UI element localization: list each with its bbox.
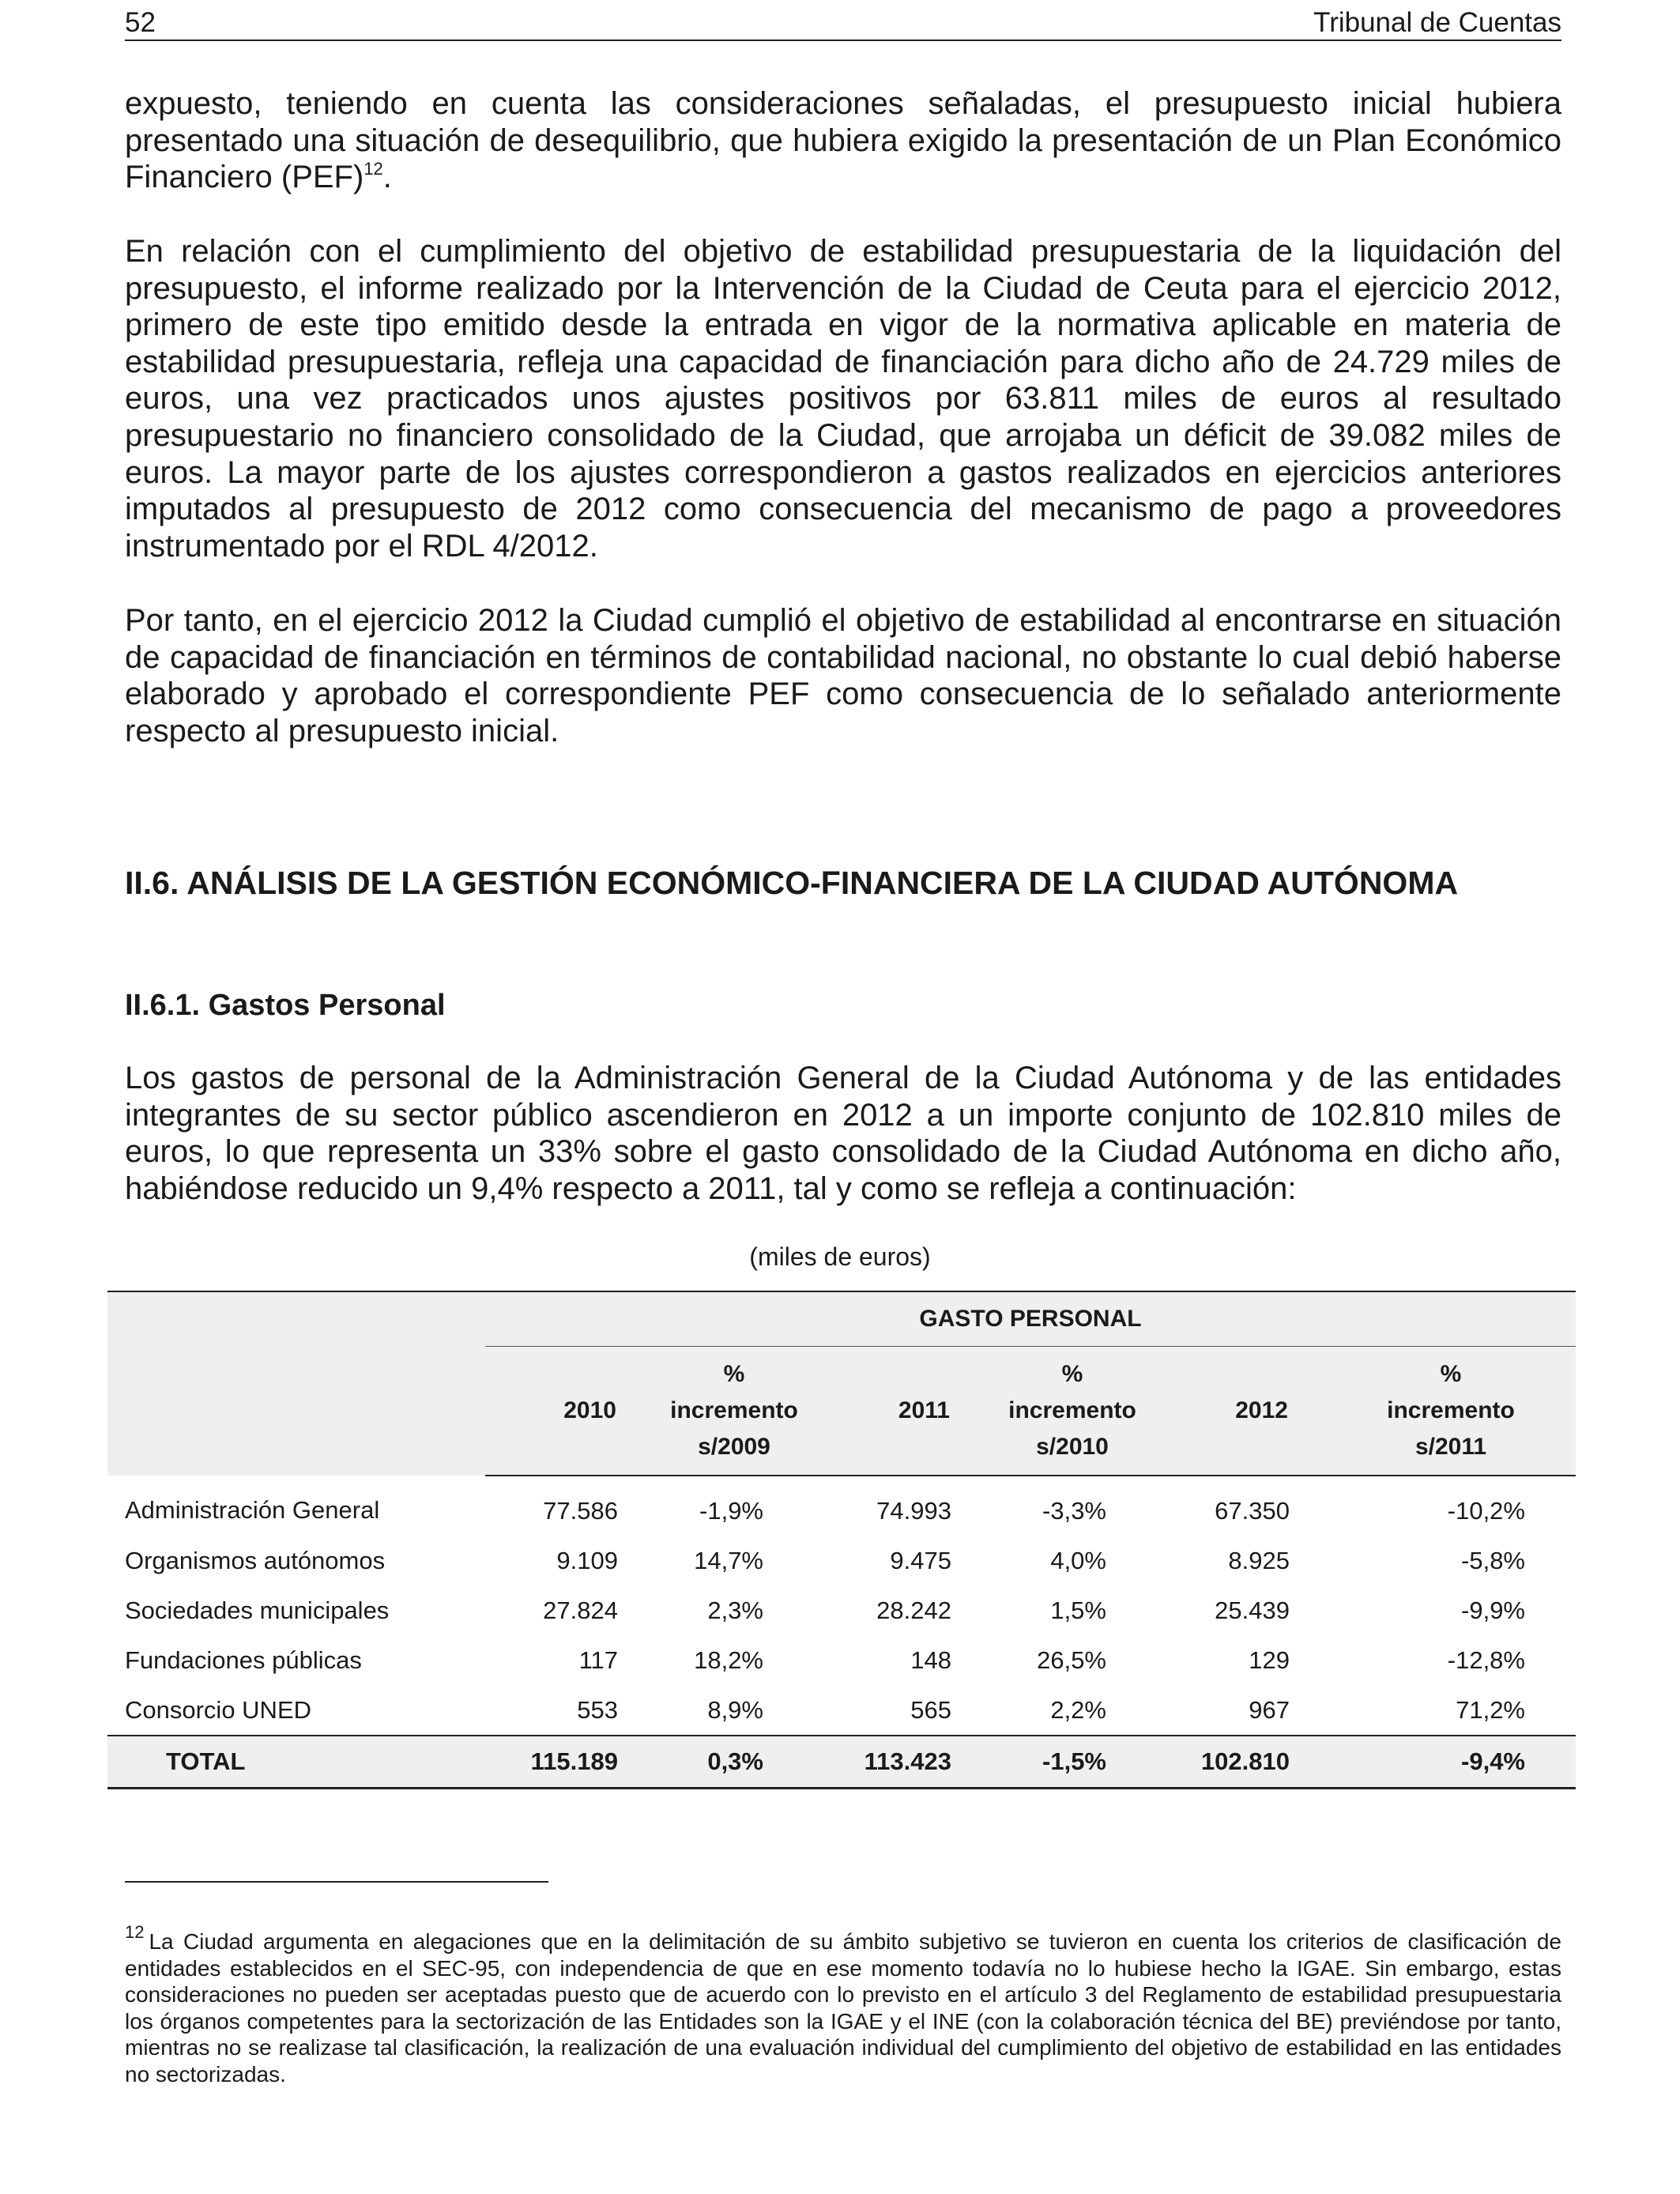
amount-cell: 74.993 bbox=[876, 1496, 951, 1525]
column-header bbox=[485, 1347, 654, 1476]
percent-cell: 2,2% bbox=[1050, 1695, 1106, 1724]
column-header bbox=[1157, 1347, 1326, 1476]
paragraph-stability: En relación con el cumplimiento del objetivo de estabilidad presupuestaria de la liquidación del presupuesto, el informe realizado por la Intervención de la Ciudad de Ceuta para el ejercicio 2012, primero de este tipo emitido desde la entrada en vigor de la normativa aplicable en materia de estabilidad presupuestaria, refleja una capacidad de financiación para dicho año de 24.729 miles de euros, una vez practicados unos ajustes positivos por 63.811 miles de euros al resultado presupuestario no financiero consolidado de la Ciudad, que arrojaba un déficit de 39.082 miles de euros. La mayor parte de los ajustes correspondieron a gastos realizados en ejercicios anteriores imputados al presupuesto de 2012 como consecuencia del mecanismo de pago a proveedores instrumentado por el RDL 4/2012. bbox=[125, 234, 1561, 564]
amount-cell: 553 bbox=[577, 1695, 618, 1724]
row-label: Sociedades municipales bbox=[125, 1596, 390, 1624]
footnote-number: 12 bbox=[125, 1922, 145, 1942]
row-label: Consorcio UNED bbox=[125, 1695, 312, 1724]
amount-cell: 67.350 bbox=[1215, 1496, 1290, 1525]
percent-cell: 26,5% bbox=[1037, 1646, 1106, 1674]
column-header-line: s/2010 bbox=[1036, 1434, 1109, 1460]
amount-cell: 565 bbox=[910, 1695, 951, 1724]
total-percent-cell: -1,5% bbox=[988, 1736, 1157, 1789]
paragraph-pef-end: . bbox=[382, 160, 392, 195]
amount-cell: 77.586 bbox=[543, 1496, 618, 1525]
amount-cell: 27.824 bbox=[543, 1596, 618, 1624]
amount-cell: 25.439 bbox=[1215, 1596, 1290, 1624]
table-super-header-row bbox=[107, 1291, 1576, 1347]
table-row bbox=[107, 1685, 1576, 1736]
page-header bbox=[125, 6, 1561, 41]
percent-cell: -9,9% bbox=[1461, 1596, 1525, 1624]
footnote-ref[interactable]: 12 bbox=[363, 159, 383, 179]
page-number: 52 bbox=[125, 7, 156, 38]
total-amount-cell: 115.189 bbox=[485, 1736, 654, 1789]
table-row bbox=[107, 1476, 1576, 1536]
column-header-line: 2012 bbox=[1235, 1397, 1288, 1423]
table-body bbox=[107, 1476, 1576, 1736]
table-row bbox=[107, 1585, 1576, 1635]
percent-cell: -5,8% bbox=[1461, 1546, 1525, 1574]
percent-cell: -1,9% bbox=[699, 1496, 763, 1525]
column-header-line: % bbox=[1061, 1361, 1083, 1387]
footnote bbox=[125, 1922, 1561, 2088]
footnote-text: La Ciudad argumenta en alegaciones que en la delimitación de su ámbito subjetivo se tuvieron en cuenta los criterios de clasificación de entidades establecidos en el SEC-95, con independencia de que en ese momento todavía no lo hubiese hecho la IGAE. Sin embargo, estas consideraciones no pueden ser aceptadas puesto que de acuerdo con lo previsto en el artículo 3 del Reglamento de estabilidad presupuestaria los órganos competentes para la sectorización de las Entidades son la IGAE y el INE (con la colaboración técnica del BE) previéndose por tanto, mientras no se realizase tal clasificación, la realización de una evaluación individual del cumplimiento del objetivo de estabilidad en las entidades no sectorizadas. bbox=[125, 1929, 1561, 2087]
column-header bbox=[814, 1347, 988, 1476]
table-caption: (miles de euros) bbox=[749, 1242, 931, 1271]
column-header-line: incremento bbox=[1008, 1397, 1136, 1423]
column-header-line: s/2011 bbox=[1414, 1434, 1487, 1460]
amount-cell: 9.475 bbox=[890, 1546, 951, 1574]
column-header-line: % bbox=[1440, 1361, 1462, 1387]
column-header-line: 2011 bbox=[898, 1397, 950, 1423]
amount-cell: 148 bbox=[910, 1646, 951, 1674]
percent-cell: -12,8% bbox=[1447, 1646, 1525, 1674]
publication-name: Tribunal de Cuentas bbox=[1313, 7, 1561, 38]
amount-cell: 117 bbox=[578, 1646, 618, 1674]
percent-cell: -3,3% bbox=[1042, 1496, 1106, 1525]
paragraph-pef-text: expuesto, teniendo en cuenta las consideraciones señaladas, el presupuesto inicial hubiera presentado una situación de desequilibrio, que hubiera exigido la presentación de un Plan Económico Financiero (PEF) bbox=[125, 86, 1561, 195]
column-header bbox=[654, 1347, 814, 1476]
amount-cell: 967 bbox=[1249, 1695, 1290, 1724]
amount-cell: 8.925 bbox=[1228, 1546, 1290, 1574]
row-label: Administración General bbox=[125, 1496, 380, 1524]
percent-cell: 14,7% bbox=[694, 1546, 763, 1574]
column-header-line: incremento bbox=[1387, 1397, 1515, 1423]
column-header bbox=[988, 1347, 1157, 1476]
amount-cell: 129 bbox=[1249, 1646, 1290, 1674]
gasto-personal-table bbox=[107, 1291, 1576, 1789]
percent-cell: 71,2% bbox=[1456, 1695, 1525, 1724]
column-header-line: 2010 bbox=[563, 1397, 616, 1423]
total-label: TOTAL bbox=[107, 1736, 485, 1789]
column-header-line: incremento bbox=[670, 1397, 798, 1423]
super-header: GASTO PERSONAL bbox=[485, 1291, 1576, 1347]
amount-cell: 28.242 bbox=[876, 1596, 951, 1624]
amount-cell: 9.109 bbox=[556, 1546, 618, 1574]
total-percent-cell: 0,3% bbox=[654, 1736, 814, 1789]
column-header-line: % bbox=[723, 1361, 745, 1387]
paragraph-personnel-intro: Los gastos de personal de la Administración General de la Ciudad Autónoma y de las entidades integrantes de su sector público ascendieron en 2012 a un importe conjunto de 102.810 miles de euros, lo que representa un 33% sobre el gasto consolidado de la Ciudad Autónoma en dicho año, habiéndose reducido un 9,4% respecto a 2011, tal y como se refleja a continuación: bbox=[125, 1061, 1561, 1206]
percent-cell: 1,5% bbox=[1050, 1596, 1106, 1624]
row-label-header bbox=[107, 1291, 485, 1476]
total-amount-cell: 113.423 bbox=[814, 1736, 988, 1789]
paragraph-pef bbox=[125, 85, 1561, 196]
row-label: Fundaciones públicas bbox=[125, 1646, 362, 1674]
percent-cell: 4,0% bbox=[1050, 1546, 1106, 1574]
footnote-divider bbox=[125, 1881, 548, 1883]
table-total-row bbox=[107, 1736, 1576, 1789]
table-row bbox=[107, 1536, 1576, 1585]
total-amount-cell: 102.810 bbox=[1157, 1736, 1326, 1789]
subsection-heading: II.6.1. Gastos Personal bbox=[125, 989, 446, 1022]
row-label: Organismos autónomos bbox=[125, 1546, 386, 1574]
column-header bbox=[1326, 1347, 1576, 1476]
percent-cell: -10,2% bbox=[1447, 1496, 1525, 1525]
table-row bbox=[107, 1635, 1576, 1685]
percent-cell: 8,9% bbox=[707, 1695, 763, 1724]
percent-cell: 18,2% bbox=[694, 1646, 763, 1674]
column-header-line: s/2009 bbox=[698, 1434, 770, 1460]
section-heading: II.6. ANÁLISIS DE LA GESTIÓN ECONÓMICO-FINANCIERA DE LA CIUDAD AUTÓNOMA bbox=[125, 865, 1459, 901]
paragraph-conclusion: Por tanto, en el ejercicio 2012 la Ciudad cumplió el objetivo de estabilidad al encontrarse en situación de capacidad de financiación en términos de contabilidad nacional, no obstante lo cual debió haberse elaborado y aprobado el correspondiente PEF como consecuencia de lo señalado anteriormente respecto al presupuesto inicial. bbox=[125, 603, 1561, 748]
percent-cell: 2,3% bbox=[707, 1596, 763, 1624]
total-percent-cell: -9,4% bbox=[1326, 1736, 1576, 1789]
